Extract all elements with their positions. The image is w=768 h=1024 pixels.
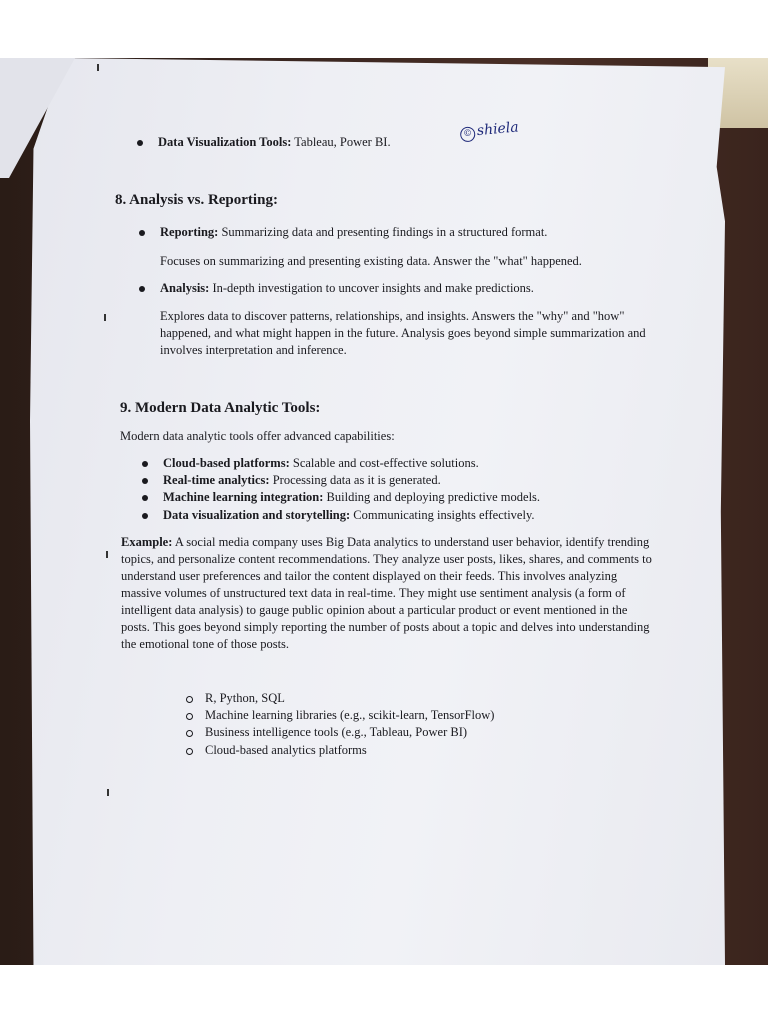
bullet-label: Real-time analytics: <box>163 473 270 487</box>
bullet-text: Tableau, Power BI. <box>291 135 391 149</box>
bullet-machine-learning-integration <box>163 490 540 505</box>
example-text: A social media company uses Big Data analytics to understand user behavior, identify trending topics, and personalize content recommendations. They analyze user posts, likes, shares, and comments to understand user preferences and tailor the content displayed on their feeds. This involves analyzing massive volumes of unstructured text data in real-time. They might use sentiment analysis (a form of intelligent data analysis) to gauge public opinion about a particular product or event mentioned in the posts. This goes beyond simply reporting the number of posts about a topic and delves into understanding the emotional tone of those posts. <box>121 535 652 651</box>
reporting-note: Focuses on summarizing and presenting existing data. Answer the "what" happened. <box>160 254 582 268</box>
tool-item: R, Python, SQL <box>205 691 285 705</box>
bullet-label: Data visualization and storytelling: <box>163 508 351 522</box>
bullet-text: Summarizing data and presenting findings in a structured format. <box>218 225 548 239</box>
bullet-data-visualization-storytelling <box>163 508 535 523</box>
section-9-heading: 9. Modern Data Analytic Tools: <box>120 400 321 416</box>
bullet-text: Processing data as it is generated. <box>269 473 441 487</box>
handwritten-signature <box>459 119 519 142</box>
punch-mark <box>104 314 106 321</box>
example-label: Example: <box>121 535 173 549</box>
punch-mark <box>106 551 108 558</box>
bullet-analysis <box>160 281 534 296</box>
punch-mark <box>107 789 109 796</box>
bullet-text: Building and deploying predictive models. <box>323 490 541 504</box>
bullet-label: Machine learning integration: <box>163 490 324 504</box>
tool-item: Cloud-based analytics platforms <box>205 743 367 757</box>
punch-mark <box>97 64 99 71</box>
example-paragraph <box>121 534 656 653</box>
bullet-reporting <box>160 225 547 240</box>
bullet-data-visualization-tools <box>158 135 391 150</box>
tool-item: Machine learning libraries (e.g., scikit-learn, TensorFlow) <box>205 708 495 722</box>
bullet-text: In-depth investigation to uncover insights and make predictions. <box>209 281 534 295</box>
tool-item: Business intelligence tools (e.g., Tableau, Power BI) <box>205 725 468 739</box>
bullet-label: Reporting: <box>160 225 219 239</box>
analysis-note: Explores data to discover patterns, relationships, and insights. Answers the "why" and "how" happened, and what might happen in the future. Analysis goes beyond simple summarization and involves interpretation and inference. <box>160 309 646 357</box>
bullet-cloud-based-platforms <box>163 456 479 471</box>
copyright-mark: © <box>460 126 476 142</box>
bullet-label: Cloud-based platforms: <box>163 456 290 470</box>
bullet-real-time-analytics <box>163 473 441 488</box>
signature-name: shiela <box>476 119 520 140</box>
bullet-text: Scalable and cost-effective solutions. <box>289 456 479 470</box>
bullet-label: Data Visualization Tools: <box>158 135 292 149</box>
section-9-intro: Modern data analytic tools offer advanced capabilities: <box>120 429 395 443</box>
bullet-label: Analysis: <box>160 281 210 295</box>
section-8-heading: 8. Analysis vs. Reporting: <box>115 192 278 208</box>
bullet-text: Communicating insights effectively. <box>350 508 535 522</box>
